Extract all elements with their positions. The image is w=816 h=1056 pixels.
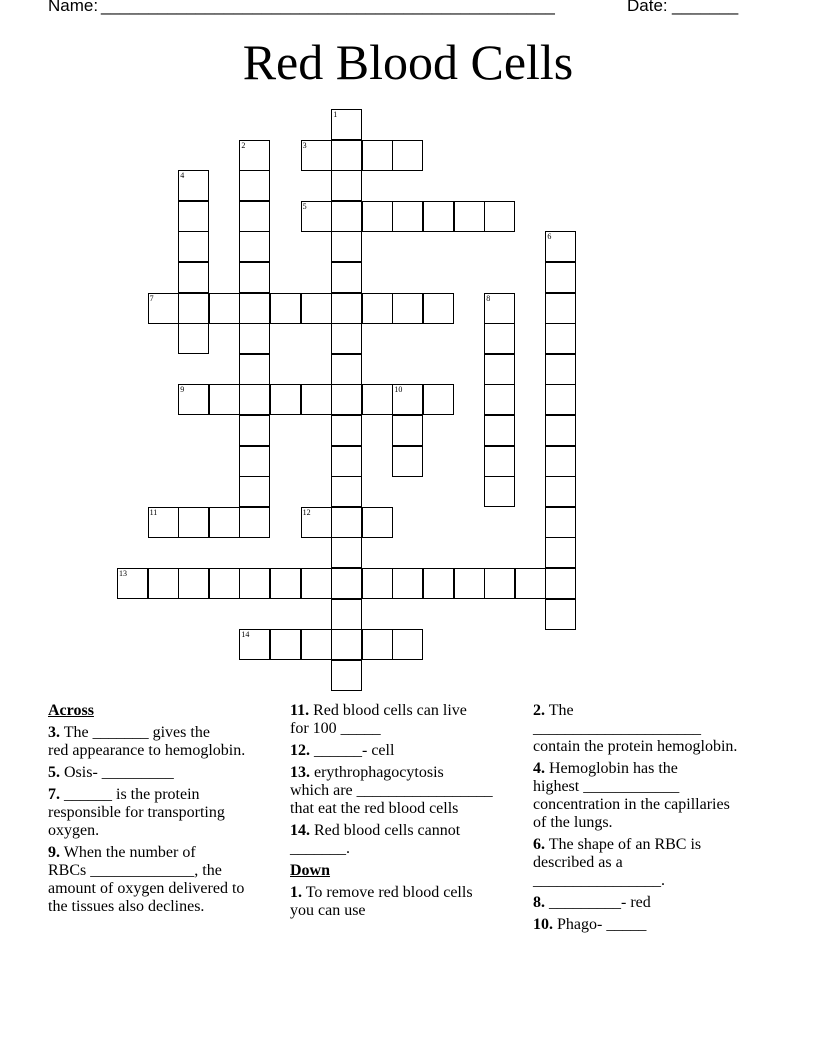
crossword-cell[interactable] [484, 446, 515, 477]
clue [533, 894, 773, 912]
clue-number: 14 [241, 630, 250, 640]
crossword-cell[interactable] [454, 201, 485, 232]
crossword-cell[interactable] [484, 293, 515, 324]
crossword-cell[interactable] [148, 293, 179, 324]
date-label: Date: [627, 0, 668, 15]
crossword-cell[interactable] [239, 201, 270, 232]
clue-text: The _____________________ contain the protein hemoglobin. [533, 702, 738, 755]
crossword-cell[interactable] [331, 415, 362, 446]
clue-text: The _______ gives the red appearance to hemoglobin. [48, 724, 246, 759]
crossword-cell[interactable] [331, 262, 362, 293]
clue-number: 12 [302, 507, 311, 517]
crossword-cell[interactable] [178, 262, 209, 293]
clue [48, 786, 280, 840]
crossword-cell[interactable] [331, 140, 362, 171]
clues-column-3 [533, 702, 773, 938]
name-line[interactable]: ________________________________________________ [101, 0, 555, 15]
crossword-cell[interactable] [239, 262, 270, 293]
crossword-cell[interactable] [331, 660, 362, 691]
crossword-cell[interactable] [239, 568, 270, 599]
crossword-cell[interactable] [423, 384, 454, 415]
clue-number: 7 [149, 293, 154, 303]
crossword-cell[interactable] [545, 323, 576, 354]
clue [290, 764, 522, 818]
clue [48, 724, 280, 760]
clue-text: Red blood cells can live for 100 _____ [290, 702, 467, 737]
clue-number: 3 [302, 140, 307, 150]
crossword-cell[interactable] [301, 201, 332, 232]
clue-number: 2 [241, 140, 246, 150]
clue-number: 4 [180, 171, 185, 181]
crossword-cell[interactable] [545, 415, 576, 446]
crossword-cell[interactable] [362, 140, 393, 171]
clue-text: ______ is the protein responsible for transporting oxygen. [48, 786, 225, 839]
clue [533, 702, 773, 756]
clue-number: 8 [486, 293, 491, 303]
crossword-cell[interactable] [239, 415, 270, 446]
crossword-cell[interactable] [239, 507, 270, 538]
crossword-cell[interactable] [331, 384, 362, 415]
clue-number-label: 14. [290, 822, 310, 839]
crossword-cell[interactable] [239, 476, 270, 507]
crossword-cell[interactable] [178, 293, 209, 324]
crossword-cell[interactable] [545, 231, 576, 262]
clue-number: 5 [302, 201, 307, 211]
name-label: Name: [48, 0, 99, 15]
crossword-cell[interactable] [301, 293, 332, 324]
crossword-cell[interactable] [545, 354, 576, 385]
crossword-cell[interactable] [331, 354, 362, 385]
clue [48, 844, 280, 916]
clue-number-label: 10. [533, 916, 553, 933]
clue-text: The shape of an RBC is described as a ________________. [533, 836, 702, 889]
crossword-cell[interactable] [331, 629, 362, 660]
down-heading: Down [290, 862, 331, 879]
crossword-cell[interactable] [331, 109, 362, 140]
crossword-cell[interactable] [392, 140, 423, 171]
clue-text: _________- red [549, 894, 651, 911]
crossword-cell[interactable] [239, 231, 270, 262]
crossword-cell[interactable] [331, 599, 362, 630]
crossword-cell[interactable] [178, 568, 209, 599]
clue [290, 702, 522, 738]
clue-text: To remove red blood cells you can use [290, 884, 473, 919]
clues-column-1 [48, 702, 280, 920]
crossword-cell[interactable] [484, 568, 515, 599]
crossword-cell[interactable] [392, 384, 423, 415]
crossword-cell[interactable] [301, 629, 332, 660]
crossword-cell[interactable] [178, 231, 209, 262]
clue [290, 742, 522, 760]
crossword-cell[interactable] [484, 354, 515, 385]
crossword-cell[interactable] [392, 415, 423, 446]
crossword-cell[interactable] [545, 568, 576, 599]
crossword-cell[interactable] [545, 293, 576, 324]
crossword-cell[interactable] [301, 140, 332, 171]
crossword-cell[interactable] [178, 507, 209, 538]
crossword-cell[interactable] [331, 446, 362, 477]
page-title: Red Blood Cells [242, 34, 574, 90]
crossword-cell[interactable] [270, 629, 301, 660]
crossword-cell[interactable] [239, 629, 270, 660]
crossword-cell[interactable] [454, 568, 485, 599]
clue-number-label: 2. [533, 702, 545, 719]
clue [290, 822, 522, 858]
crossword-cell[interactable] [362, 293, 393, 324]
clue-number-label: 13. [290, 764, 310, 781]
clue-number: 9 [180, 385, 185, 395]
crossword-cell[interactable] [270, 384, 301, 415]
crossword-cell[interactable] [331, 201, 362, 232]
clue-number-label: 4. [533, 760, 545, 777]
clue-text: Red blood cells cannot _______. [290, 822, 461, 857]
crossword-cell[interactable] [362, 201, 393, 232]
clue-number-label: 3. [48, 724, 60, 741]
clue-number-label: 12. [290, 742, 310, 759]
crossword-cell[interactable] [423, 293, 454, 324]
crossword-cell[interactable] [545, 262, 576, 293]
crossword-cell[interactable] [239, 384, 270, 415]
crossword-cell[interactable] [484, 323, 515, 354]
clue-number-label: 9. [48, 844, 60, 861]
crossword-cell[interactable] [239, 140, 270, 171]
crossword-cell[interactable] [178, 384, 209, 415]
crossword-cell[interactable] [239, 170, 270, 201]
clue-number: 11 [149, 507, 158, 517]
crossword-cell[interactable] [484, 415, 515, 446]
crossword-cell[interactable] [239, 323, 270, 354]
crossword-cell[interactable] [392, 201, 423, 232]
crossword-cell[interactable] [362, 568, 393, 599]
clue-text: Osis- _________ [64, 764, 174, 781]
crossword-cell[interactable] [331, 507, 362, 538]
crossword-cell[interactable] [209, 568, 240, 599]
clue-number: 1 [333, 110, 338, 119]
crossword-cell[interactable] [331, 568, 362, 599]
clue-number: 6 [547, 232, 552, 242]
crossword-cell[interactable] [301, 384, 332, 415]
crossword-cell[interactable] [423, 568, 454, 599]
crossword-cell[interactable] [270, 293, 301, 324]
clue-text: Hemoglobin has the highest ____________ concentration in the capillaries of the lungs. [533, 760, 730, 831]
clue [290, 884, 522, 920]
clue-number: 13 [119, 569, 127, 578]
crossword-cell[interactable] [392, 293, 423, 324]
clue-number-label: 7. [48, 786, 60, 803]
crossword-cell[interactable] [331, 476, 362, 507]
crossword-cell[interactable] [545, 507, 576, 538]
crossword-cell[interactable] [515, 568, 546, 599]
crossword-cell[interactable] [331, 293, 362, 324]
crossword-cell[interactable] [209, 293, 240, 324]
crossword-cell[interactable] [392, 446, 423, 477]
crossword-cell[interactable] [239, 354, 270, 385]
crossword-cell[interactable] [270, 568, 301, 599]
crossword-cell[interactable] [239, 293, 270, 324]
crossword-cell[interactable] [178, 201, 209, 232]
crossword-cell[interactable] [545, 476, 576, 507]
clue [533, 760, 773, 832]
crossword-cell[interactable] [301, 507, 332, 538]
across-heading: Across [48, 702, 94, 719]
crossword-cell[interactable] [545, 537, 576, 568]
crossword-cell[interactable] [545, 599, 576, 630]
clue-number-label: 11. [290, 702, 310, 719]
crossword-cell[interactable] [362, 507, 393, 538]
crossword-cell[interactable] [392, 568, 423, 599]
crossword-cell[interactable] [178, 323, 209, 354]
clue-text: When the number of RBCs _____________, the amount of oxygen delivered to the tissues also declines. [48, 844, 245, 915]
crossword-cell[interactable] [362, 384, 393, 415]
date-line[interactable]: _______ [672, 0, 739, 15]
crossword-cell[interactable] [362, 629, 393, 660]
crossword-cell[interactable] [331, 231, 362, 262]
crossword-cell[interactable] [209, 507, 240, 538]
clue [533, 916, 773, 934]
crossword-cell[interactable] [117, 568, 148, 599]
crossword-cell[interactable] [331, 170, 362, 201]
clue-text: ______- cell [314, 742, 395, 759]
crossword-cell[interactable] [148, 568, 179, 599]
crossword-cell[interactable] [331, 323, 362, 354]
crossword-cell[interactable] [484, 201, 515, 232]
crossword-cell[interactable] [484, 476, 515, 507]
clue-text: erythrophagocytosis which are _________________ that eat the red blood cells [290, 764, 493, 817]
clue [533, 836, 773, 890]
crossword-cell[interactable] [484, 384, 515, 415]
crossword-cell[interactable] [148, 507, 179, 538]
crossword-cell[interactable] [301, 568, 332, 599]
clue-number-label: 6. [533, 836, 545, 853]
clue-number: 10 [394, 385, 403, 395]
clue [48, 764, 280, 782]
crossword-cell[interactable] [545, 384, 576, 415]
crossword-cell[interactable] [178, 170, 209, 201]
clue-text: Phago- _____ [557, 916, 647, 933]
crossword-cell[interactable] [545, 446, 576, 477]
crossword-cell[interactable] [423, 201, 454, 232]
clues-column-2 [290, 702, 522, 924]
clue-number-label: 5. [48, 764, 60, 781]
clue-number-label: 8. [533, 894, 545, 911]
clue-number-label: 1. [290, 884, 302, 901]
crossword-cell[interactable] [331, 537, 362, 568]
crossword-cell[interactable] [392, 629, 423, 660]
crossword-cell[interactable] [239, 446, 270, 477]
crossword-cell[interactable] [209, 384, 240, 415]
